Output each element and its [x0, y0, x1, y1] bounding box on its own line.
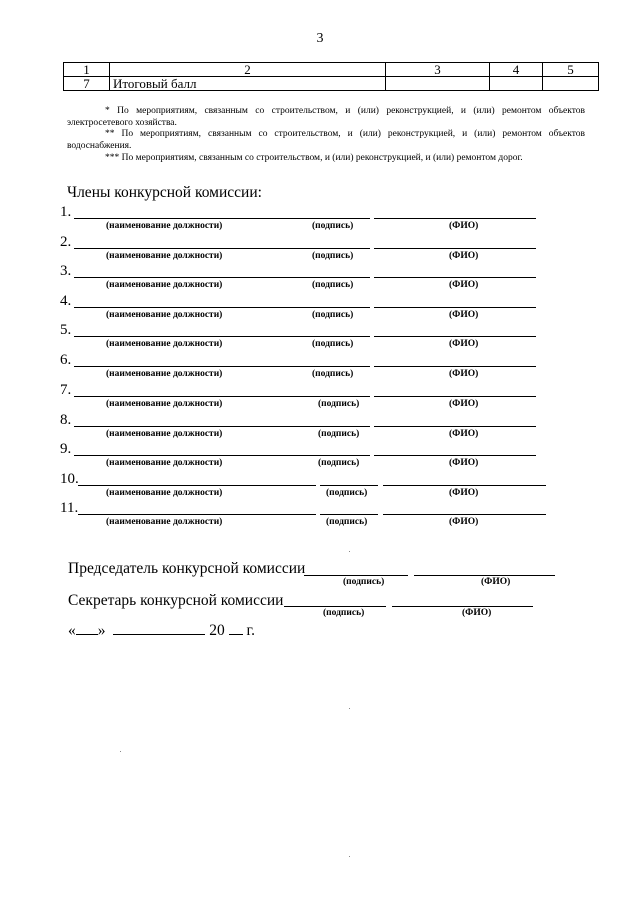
position-caption: (наименование должности) — [106, 517, 223, 527]
member-number: 6. — [60, 352, 72, 368]
signature-line[interactable] — [320, 485, 378, 486]
secretary-signature-line[interactable] — [284, 606, 386, 607]
position-caption: (наименование должности) — [106, 310, 223, 320]
fio-caption: (ФИО) — [449, 221, 479, 231]
member-number: 2. — [60, 234, 72, 250]
footnote-roads: *** По мероприятиям, связанным со строительством, и (или) реконструкцией, и (или) ремонтом дорог. — [105, 153, 523, 163]
member-row — [60, 293, 560, 323]
signature-caption: (подпись) — [312, 339, 354, 349]
position-line[interactable] — [74, 396, 304, 397]
signature-caption: (подпись) — [318, 458, 360, 468]
signature-line[interactable] — [320, 514, 378, 515]
members-heading: Члены конкурсной комиссии: — [67, 184, 262, 201]
date-close-quote: » — [97, 622, 106, 639]
signature-caption: (подпись) — [312, 280, 354, 290]
member-number: 4. — [60, 293, 72, 309]
table-header-cell: 4 — [490, 63, 543, 77]
member-number: 8. — [60, 412, 72, 428]
table-header-row — [64, 63, 599, 77]
signature-line[interactable] — [296, 455, 370, 456]
fio-caption: (ФИО) — [449, 251, 479, 261]
member-number: 7. — [60, 382, 72, 398]
signature-line[interactable] — [296, 396, 370, 397]
fio-caption: (ФИО) — [449, 488, 479, 498]
table-cell: 7 — [64, 77, 110, 91]
secretary-fio-line[interactable] — [392, 606, 533, 607]
secretary-fio-caption: (ФИО) — [462, 608, 492, 618]
signature-line[interactable] — [296, 307, 370, 308]
secretary-signature-caption: (подпись) — [323, 608, 365, 618]
signature-caption: (подпись) — [318, 399, 360, 409]
position-line[interactable] — [74, 455, 304, 456]
table-cell — [386, 77, 490, 91]
fio-caption: (ФИО) — [449, 517, 479, 527]
signature-caption: (подпись) — [312, 221, 354, 231]
table-header-cell: 2 — [110, 63, 386, 77]
date-year-field[interactable] — [229, 620, 243, 635]
member-number: 1. — [60, 204, 72, 220]
member-row — [60, 204, 560, 234]
position-line[interactable] — [74, 307, 304, 308]
signature-line[interactable] — [296, 366, 370, 367]
member-number: 3. — [60, 263, 72, 279]
date-day-field[interactable] — [76, 620, 98, 635]
signature-line[interactable] — [296, 277, 370, 278]
fio-line[interactable] — [374, 277, 536, 278]
member-row — [60, 412, 560, 442]
date-year-suffix: г. — [246, 622, 255, 639]
scan-speck — [349, 551, 350, 552]
scan-speck — [349, 708, 350, 709]
fio-line[interactable] — [383, 485, 546, 486]
secretary-label: Секретарь конкурсной комиссии — [68, 592, 284, 609]
position-line[interactable] — [74, 336, 304, 337]
member-number: 5. — [60, 322, 72, 338]
member-row — [60, 234, 560, 264]
chairman-fio-caption: (ФИО) — [481, 577, 511, 587]
fio-caption: (ФИО) — [449, 280, 479, 290]
fio-caption: (ФИО) — [449, 339, 479, 349]
member-row — [60, 382, 560, 412]
position-line[interactable] — [74, 277, 304, 278]
footnote-electric: * По мероприятиям, связанным со строительством, и (или) реконструкцией, и (или) ремонтом объектов электросетевого хозяйства. — [67, 106, 585, 128]
position-line[interactable] — [78, 485, 316, 486]
fio-line[interactable] — [374, 366, 536, 367]
footnote-water: ** По мероприятиям, связанным со строительством, и (или) реконструкцией, и (или) ремонтом объектов водоснабжения. — [67, 129, 585, 151]
signature-line[interactable] — [296, 426, 370, 427]
chairman-signature-caption: (подпись) — [343, 577, 385, 587]
fio-line[interactable] — [374, 396, 536, 397]
signature-caption: (подпись) — [326, 488, 368, 498]
member-row — [60, 352, 560, 382]
signature-line[interactable] — [296, 218, 370, 219]
fio-caption: (ФИО) — [449, 429, 479, 439]
fio-line[interactable] — [374, 307, 536, 308]
scan-speck — [120, 751, 121, 752]
position-line[interactable] — [74, 248, 304, 249]
position-caption: (наименование должности) — [106, 399, 223, 409]
position-line[interactable] — [78, 514, 316, 515]
date-line — [68, 620, 255, 640]
signature-caption: (подпись) — [312, 369, 354, 379]
table-cell — [543, 77, 599, 91]
scan-speck — [349, 856, 350, 857]
chairman-signature-line[interactable] — [304, 575, 408, 576]
signature-caption: (подпись) — [312, 251, 354, 261]
signature-caption: (подпись) — [326, 517, 368, 527]
date-month-field[interactable] — [113, 620, 205, 635]
position-caption: (наименование должности) — [106, 429, 223, 439]
fio-line[interactable] — [383, 514, 546, 515]
table-header-cell: 3 — [386, 63, 490, 77]
fio-line[interactable] — [374, 248, 536, 249]
member-number: 9. — [60, 441, 72, 457]
fio-line[interactable] — [374, 218, 536, 219]
score-table — [63, 62, 599, 91]
chairman-label: Председатель конкурсной комиссии — [68, 560, 306, 577]
position-caption: (наименование должности) — [106, 339, 223, 349]
member-row — [60, 471, 560, 501]
signature-caption: (подпись) — [318, 429, 360, 439]
position-caption: (наименование должности) — [106, 458, 223, 468]
position-caption: (наименование должности) — [106, 280, 223, 290]
fio-line[interactable] — [374, 426, 536, 427]
member-row — [60, 500, 560, 530]
date-open-quote: « — [68, 622, 76, 639]
position-line[interactable] — [74, 218, 304, 219]
member-row — [60, 263, 560, 293]
signature-caption: (подпись) — [312, 310, 354, 320]
fio-caption: (ФИО) — [449, 310, 479, 320]
fio-caption: (ФИО) — [449, 369, 479, 379]
member-number: 10. — [60, 471, 79, 487]
table-cell — [490, 77, 543, 91]
fio-line[interactable] — [374, 336, 536, 337]
position-caption: (наименование должности) — [106, 369, 223, 379]
position-caption: (наименование должности) — [106, 488, 223, 498]
member-number: 11. — [60, 500, 79, 516]
position-line[interactable] — [74, 366, 304, 367]
fio-caption: (ФИО) — [449, 458, 479, 468]
table-header-cell: 1 — [64, 63, 110, 77]
member-row — [60, 322, 560, 352]
date-year-prefix: 20 — [209, 622, 225, 639]
signature-line[interactable] — [296, 248, 370, 249]
table-cell: Итоговый балл — [110, 77, 386, 91]
fio-caption: (ФИО) — [449, 399, 479, 409]
position-caption: (наименование должности) — [106, 251, 223, 261]
table-header-cell: 5 — [543, 63, 599, 77]
member-row — [60, 441, 560, 471]
fio-line[interactable] — [374, 455, 536, 456]
position-line[interactable] — [74, 426, 304, 427]
chairman-fio-line[interactable] — [414, 575, 555, 576]
table-row — [64, 77, 599, 91]
page-number: 3 — [316, 31, 324, 46]
position-caption: (наименование должности) — [106, 221, 223, 231]
signature-line[interactable] — [296, 336, 370, 337]
